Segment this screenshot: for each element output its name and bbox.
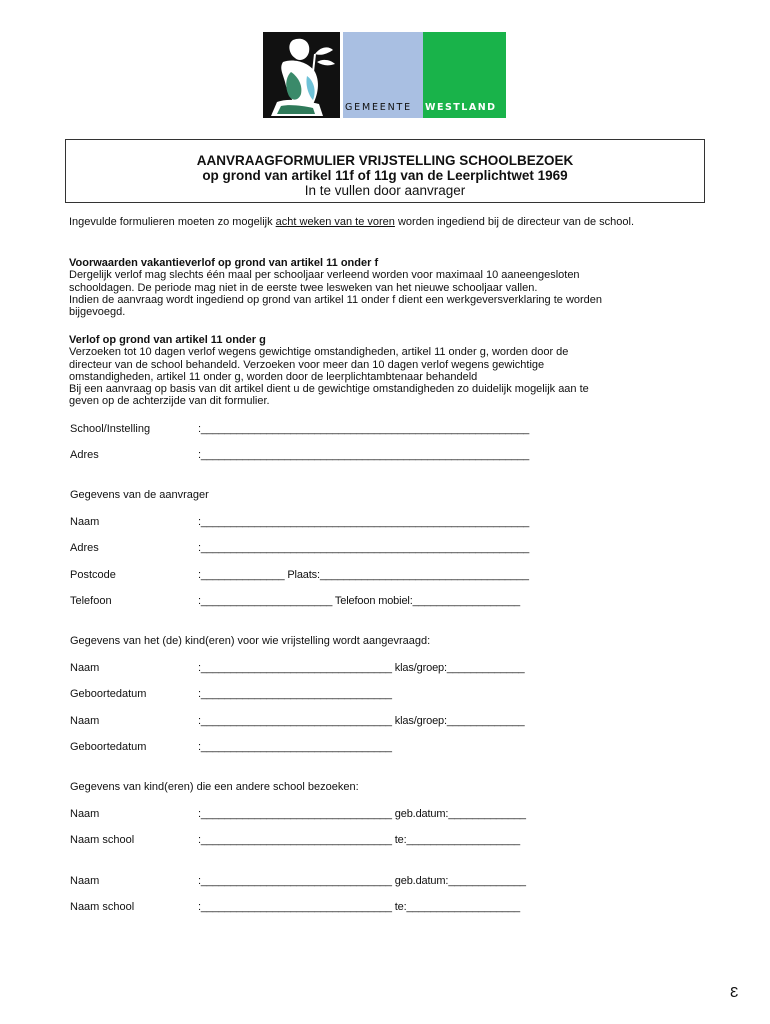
child-name-input-line[interactable]: :________________________________ klas/groep:_____________ (198, 662, 525, 674)
applicant-postcode-label: Postcode (70, 569, 116, 581)
other-child-name-label: Naam (70, 808, 100, 820)
other-school-heading: Gegevens van kind(eren) die een andere school bezoeken: (70, 781, 359, 793)
child-birthdate-input-line[interactable]: :________________________________ (198, 741, 392, 753)
form-subtitle: op grond van artikel 11f of 11g van de Leerplichtwet 1969 (202, 168, 568, 183)
section-f-line: bijgevoegd. (69, 306, 126, 319)
other-school-name-input-line[interactable]: :________________________________ te:___________________ (198, 901, 520, 913)
applicant-address-label: Adres (70, 542, 99, 554)
school-address-input-line[interactable]: :_______________________________________________________ (198, 449, 530, 461)
applicant-phone-label: Telefoon (70, 595, 112, 607)
applicant-name-input-line[interactable]: :_______________________________________________________ (198, 516, 530, 528)
logo-figure-icon (263, 32, 340, 118)
page-number: 3 (730, 984, 739, 1001)
section-g-line: Bij een aanvraag op basis van dit artikel dient u de gewichtige omstandigheden zo duidelijk mogelijk aan te (69, 383, 589, 396)
applicant-postcode-input-line[interactable]: :______________ Plaats:___________________________________ (198, 569, 529, 581)
section-f-line: schooldagen. De periode mag niet in de eerste twee lesweken van het nieuwe schooljaar vallen. (69, 281, 538, 294)
section-article-11f (69, 257, 699, 318)
section-f-heading: Voorwaarden vakantieverlof op grond van artikel 11 onder f (69, 257, 379, 269)
other-school-name-label: Naam school (70, 901, 135, 913)
section-g-line: Verzoeken tot 10 dagen verlof wegens gewichtige omstandigheden, artikel 11 onder g, worden door de (69, 346, 569, 359)
form-title-box (65, 139, 705, 203)
applicant-phone-input-line[interactable]: :______________________ Telefoon mobiel:__________________ (198, 595, 521, 607)
school-address-label: Adres (70, 449, 99, 461)
section-g-heading: Verlof op grond van artikel 11 onder g (69, 334, 266, 346)
child-name-label: Naam (70, 715, 100, 727)
other-child-name-input-line[interactable]: :________________________________ geb.datum:_____________ (198, 808, 526, 820)
other-school-name-label: Naam school (70, 834, 135, 846)
section-g-line: geven op de achterzijde van dit formulier. (69, 395, 270, 408)
school-label: School/Instelling (70, 423, 151, 435)
form-title: AANVRAAGFORMULIER VRIJSTELLING SCHOOLBEZOEK (196, 153, 574, 168)
child-birthdate-label: Geboortedatum (70, 688, 147, 700)
school-input-line[interactable]: :_______________________________________________________ (198, 423, 530, 435)
section-g-line: directeur van de school behandeld. Verzoeken voor meer dan 10 dagen verlof wegens gewichtige (69, 358, 545, 371)
child-name-input-line[interactable]: :________________________________ klas/groep:_____________ (198, 715, 525, 727)
form-instruction: In te vullen door aanvrager (304, 183, 466, 198)
other-child-name-label: Naam (70, 875, 100, 887)
section-article-11g (69, 334, 699, 408)
logo-text-gemeente: GEMEENTE (345, 102, 412, 113)
applicant-heading: Gegevens van de aanvrager (70, 489, 209, 501)
gemeente-westland-logo (263, 32, 506, 118)
applicant-name-label: Naam (70, 516, 100, 528)
section-f-line: Indien de aanvraag wordt ingediend op grond van artikel 11 onder f dient een werkgeversverklaring te worden (69, 293, 603, 306)
applicant-address-input-line[interactable]: :_______________________________________________________ (198, 542, 530, 554)
children-heading: Gegevens van het (de) kind(eren) voor wie vrijstelling wordt aangevraagd: (70, 635, 431, 647)
intro-paragraph (69, 216, 699, 228)
child-birthdate-input-line[interactable]: :________________________________ (198, 688, 392, 700)
child-name-label: Naam (70, 662, 100, 674)
section-f-line: Dergelijk verlof mag slechts één maal per schooljaar verleend worden voor maximaal 10 aaneengesloten (69, 269, 580, 282)
intro-text-after: worden ingediend bij de directeur van de school. (394, 216, 635, 228)
intro-text-underlined: acht weken van te voren (275, 216, 395, 228)
other-child-name-input-line[interactable]: :________________________________ geb.datum:_____________ (198, 875, 526, 887)
section-g-line: omstandigheden, artikel 11 onder g, worden door de leerplichtambtenaar behandeld (69, 370, 478, 383)
other-school-name-input-line[interactable]: :________________________________ te:___________________ (198, 834, 520, 846)
intro-text-before: Ingevulde formulieren moeten zo mogelijk (69, 216, 276, 228)
logo-text-westland: WESTLAND (425, 102, 497, 113)
child-birthdate-label: Geboortedatum (70, 741, 147, 753)
